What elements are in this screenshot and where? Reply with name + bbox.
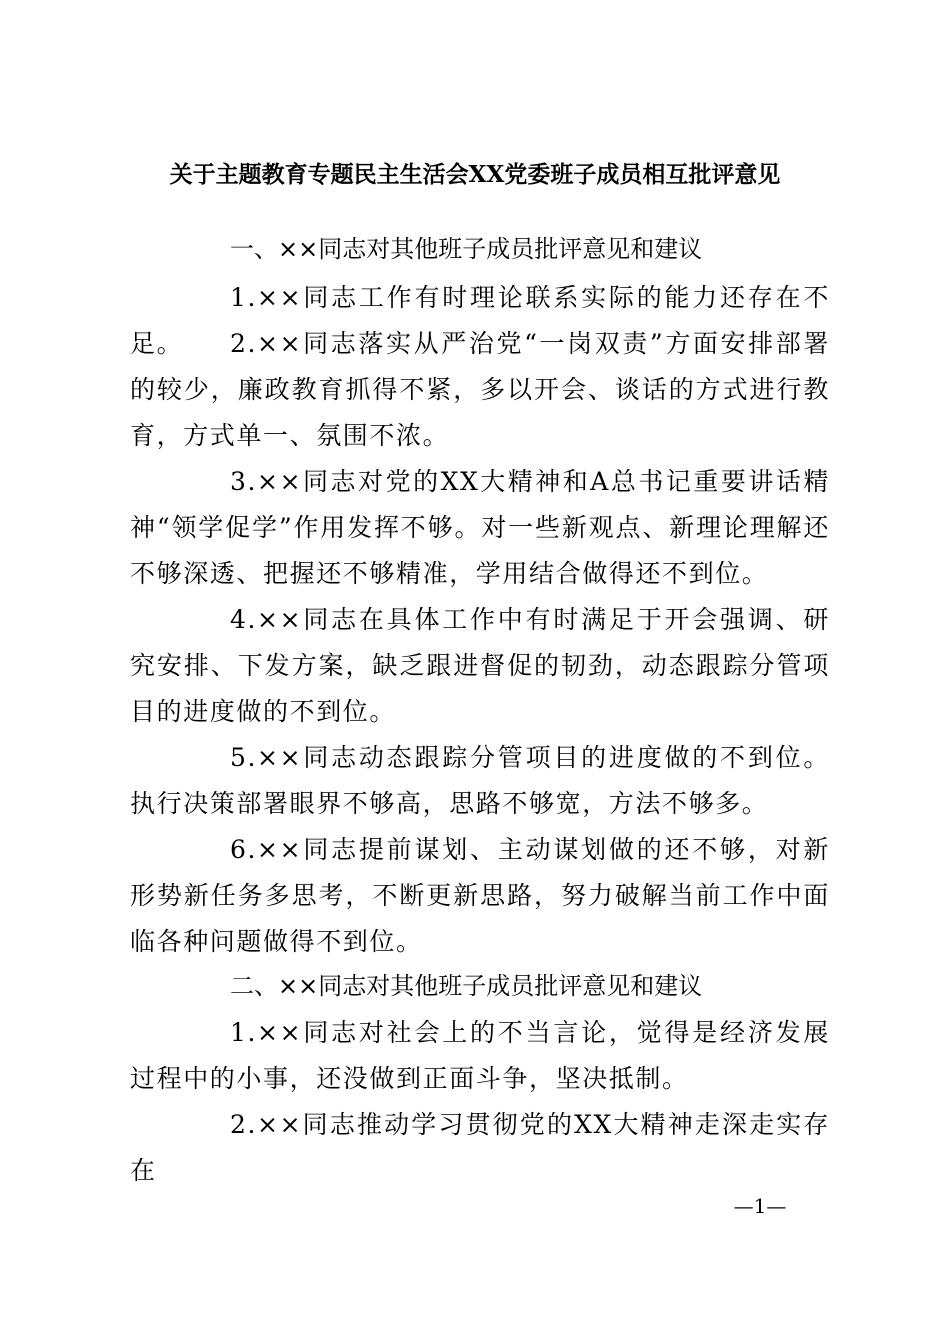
section-1-item-4: 4.××同志在具体工作中有时满足于开会强调、研究安排、下发方案，缺乏跟进督促的韧劲，动态跟踪分管项目的进度做的不到位。 xyxy=(130,605,830,726)
section-heading-1: 一、××同志对其他班子成员批评意见和建议 xyxy=(230,235,703,263)
section-1-item-5: 5.××同志动态跟踪分管项目的进度做的不到位。执行决策部署眼界不够高，思路不够宽，方法不够多。 xyxy=(130,743,830,818)
section-2-item-1: 1.××同志对社会上的不当言论，觉得是经济发展过程中的小事，还没做到正面斗争，坚决抵制。 xyxy=(130,1018,830,1093)
section-heading-2: 二、××同志对其他班子成员批评意见和建议 xyxy=(230,972,703,1000)
document-title: 关于主题教育专题民主生活会XX党委班子成员相互批评意见 xyxy=(169,161,781,188)
section-1-item-3: 3.××同志对党的XX大精神和A总书记重要讲话精神“领学促学”作用发挥不够。对一些新观点、新理论理解还不够深透、把握还不够精准，学用结合做得还不到位。 xyxy=(130,467,830,588)
section-1-item-2: 2.××同志落实从严治党“一岗双责”方面安排部署的较少，廉政教育抓得不紧，多以开会、谈话的方式进行教育，方式单一、氛围不浓。 xyxy=(130,329,830,450)
section-1-item-6: 6.××同志提前谋划、主动谋划做的还不够，对新形势新任务多思考，不断更新思路，努力破解当前工作中面临各种问题做得不到位。 xyxy=(130,835,830,956)
page-number: —1— xyxy=(733,1194,787,1218)
section-1-item-1: 1.××同志工作有时理论联系实际的能力还存在不足。 xyxy=(130,283,830,358)
section-2-item-2: 2.××同志推动学习贯彻党的XX大精神走深走实存在 xyxy=(130,1110,830,1185)
